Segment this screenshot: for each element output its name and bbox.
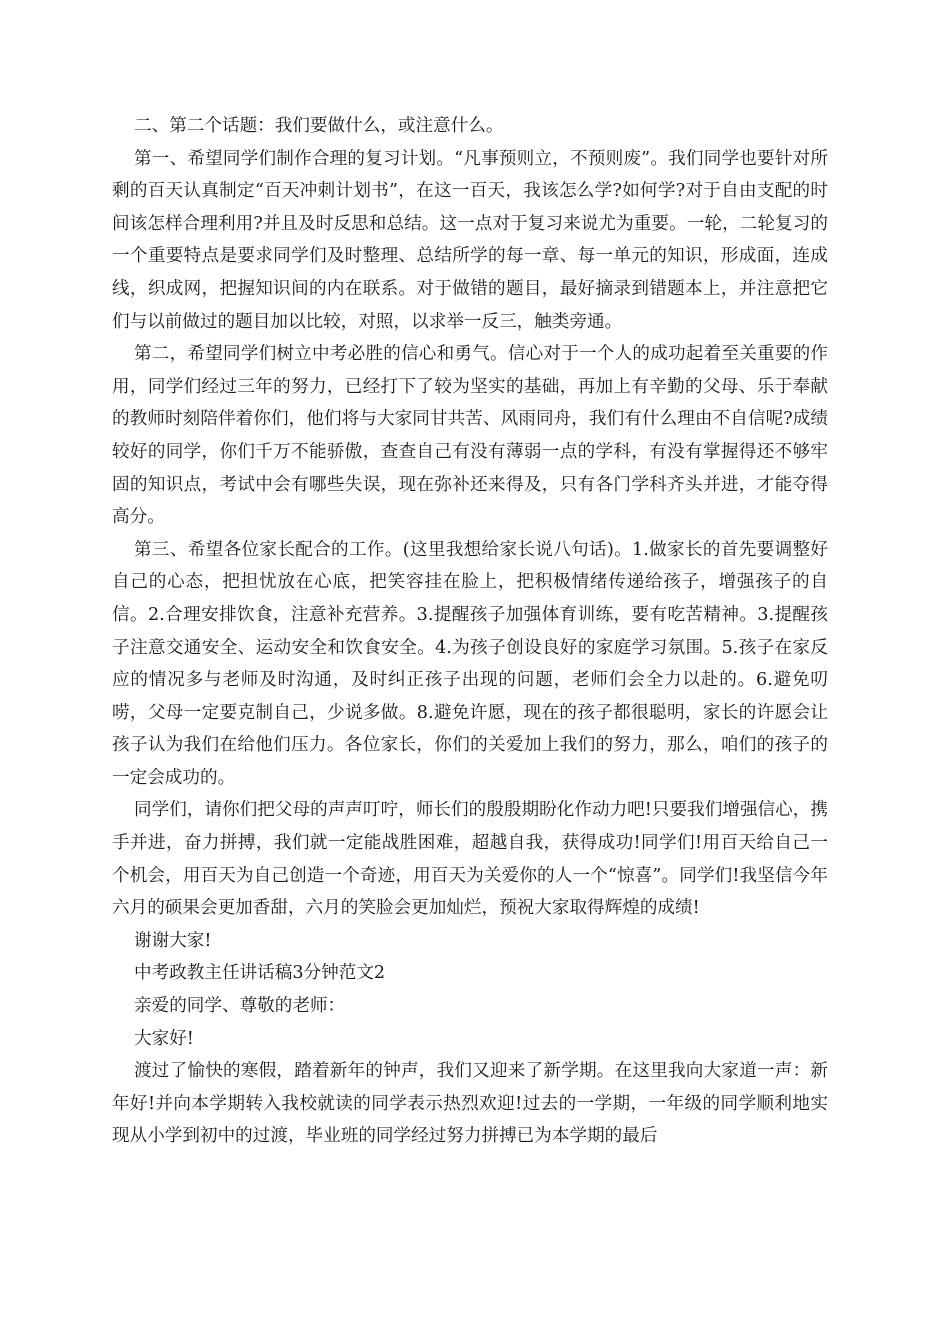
paragraph-second-point: 第二，希望同学们树立中考必胜的信心和勇气。信心对于一个人的成功起着至关重要的作用，同学们经过三年的努力，已经打下了较为坚实的基础，再加上有辛勤的父母、乐于奉献的教师时刻陪伴着你们，他们将与大家同甘共苦、风雨同舟，我们有什么理由不自信呢?成绩较好的同学，你们千万不能骄傲，查查自己有没有薄弱一点的学科，有没有掌握得还不够牢固的知识点，考试中会有哪些失误，现在弥补还来得及，只有各门学科齐头并进，才能夺得高分。 — [112, 344, 828, 528]
greeting: 大家好! — [134, 1028, 194, 1049]
document-page — [112, 110, 828, 1153]
paragraph-encouragement: 同学们，请你们把父母的声声叮咛，师长们的殷殷期盼化作动力吧!只要我们增强信心，携手并进，奋力拼搏，我们就一定能战胜困难，超越自我，获得成功!同学们!用百天给自己一个机会，用百天为自己创造一个奇迹，用百天为关爱你的人一个“惊喜”。同学们!我坚信今年六月的硕果会更加香甜，六月的笑脸会更加灿烂，预祝大家取得辉煌的成绩! — [112, 800, 828, 919]
section-title: 中考政教主任讲话稿3分钟范文2 — [134, 963, 386, 984]
paragraph-thanks: 谢谢大家! — [134, 930, 212, 951]
paragraph-first-point: 第一、希望同学们制作合理的复习计划。“凡事预则立，不预则废”。我们同学也要针对所剩的百天认真制定“百天冲刺计划书”，在这一百天，我该怎么学?如何学?对于自由支配的时间该怎样合理利用?并且及时反思和总结。这一点对于复习来说尤为重要。一轮，二轮复习的一个重要特点是要求同学们及时整理、总结所学的每一章、每一单元的知识，形成面，连成线，织成网，把握知识间的内在联系。对于做错的题目，最好摘录到错题本上，并注意把它们与以前做过的题目加以比较，对照，以求举一反三，触类旁通。 — [112, 148, 828, 332]
paragraph-new-semester: 渡过了愉快的寒假，踏着新年的钟声，我们又迎来了新学期。在这里我向大家道一声：新年好!并向本学期转入我校就读的同学表示热烈欢迎!过去的一学期，一年级的同学顺利地实现从小学到初中的过渡，毕业班的同学经过努力拼搏已为本学期的最后 — [112, 1061, 828, 1147]
paragraph-third-point: 第三、希望各位家长配合的工作。(这里我想给家长说八句话)。1.做家长的首先要调整好自己的心态，把担忧放在心底，把笑容挂在脸上，把积极情绪传递给孩子，增强孩子的自信。2.合理安排饮食，注意补充营养。3.提醒孩子加强体育训练，要有吃苦精神。3.提醒孩子注意交通安全、运动安全和饮食安全。4.为孩子创设良好的家庭学习氛围。5.孩子在家反应的情况多与老师及时沟通，及时纠正孩子出现的问题，老师们会全力以赴的。6.避免叨唠，父母一定要克制自己，少说多做。8.避免许愿，现在的孩子都很聪明，家长的许愿会让孩子认为我们在给他们压力。各位家长，你们的关爱加上我们的努力，那么，咱们的孩子的一定会成功的。 — [112, 539, 828, 788]
paragraph-topic-two: 二、第二个话题：我们要做什么，或注意什么。 — [134, 116, 504, 136]
salutation: 亲爱的同学、尊敬的老师： — [134, 996, 346, 1017]
